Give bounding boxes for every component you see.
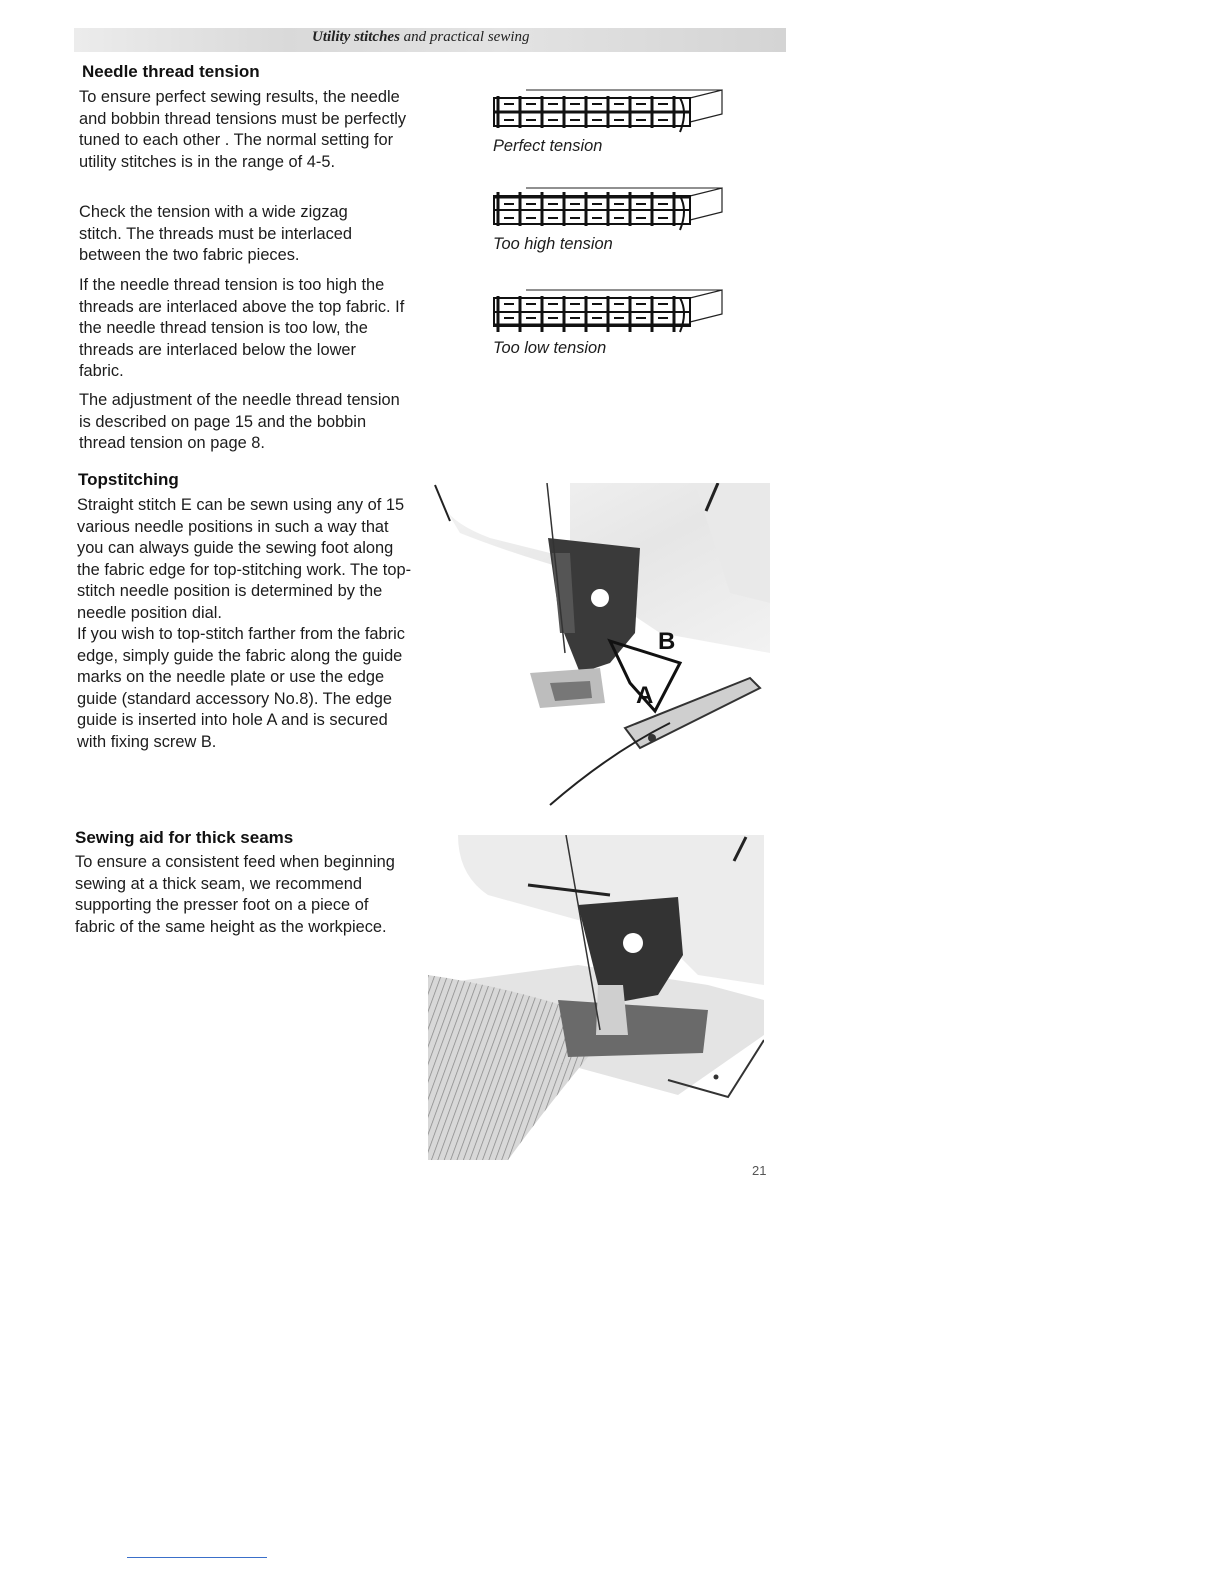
topstitching-paragraph-1: Straight stitch E can be sewn using any of 15 various needle positions in such a way that you can always guide the sewing foot along the fabric edge for top-stitching work. The top-stitch needle position is determined by the needle position dial. (77, 496, 412, 622)
too-low-tension-illustration (490, 288, 726, 338)
perfect-tension-illustration (490, 88, 726, 138)
too-low-tension-caption: Too low tension (493, 339, 607, 357)
topstitching-paragraph-2: If you wish to top-stitch farther from the fabric edge, simply guide the fabric along the guide marks on the needle plate or use the edge guide (standard accessory No.8). The edge guide is inserted into hole A and is secured with fixing screw B. (77, 625, 405, 751)
needle-tension-paragraph-3: If the needle thread tension is too high the threads are interlaced above the top fabric. If the needle thread tension is too low, the threads are interlaced below the lower fabric. (79, 276, 405, 380)
page-number: 21 (752, 1163, 767, 1178)
needle-tension-paragraph-1: To ensure perfect sewing results, the needle and bobbin thread tensions must be perfectly tuned to each other . The normal setting for utility stitches is in the range of 4-5. (79, 88, 407, 171)
page-header-title: Utility stitches and practical sewing (312, 29, 530, 45)
thick-seams-photo (428, 835, 764, 1160)
perfect-tension-caption: Perfect tension (493, 137, 603, 155)
label-b: B (658, 628, 676, 655)
too-high-tension-caption: Too high tension (493, 235, 613, 253)
topstitching-heading: Topstitching (78, 470, 179, 489)
thick-seams-paragraph: To ensure a consistent feed when beginning sewing at a thick seam, we recommend supporting the presser foot on a piece of fabric of the same height as the workpiece. (75, 853, 395, 936)
thick-seams-heading: Sewing aid for thick seams (75, 828, 294, 847)
needle-tension-paragraph-2: Check the tension with a wide zigzag stitch. The threads must be interlaced between the two fabric pieces. (79, 203, 353, 264)
too-high-tension-illustration (490, 186, 726, 236)
footnote-rule (127, 1557, 267, 1558)
topstitching-photo (430, 483, 770, 808)
needle-tension-paragraph-4: The adjustment of the needle thread tension is described on page 15 and the bobbin thread tension on page 8. (79, 391, 400, 452)
needle-tension-heading: Needle thread tension (82, 62, 260, 81)
label-a: A (636, 682, 654, 709)
